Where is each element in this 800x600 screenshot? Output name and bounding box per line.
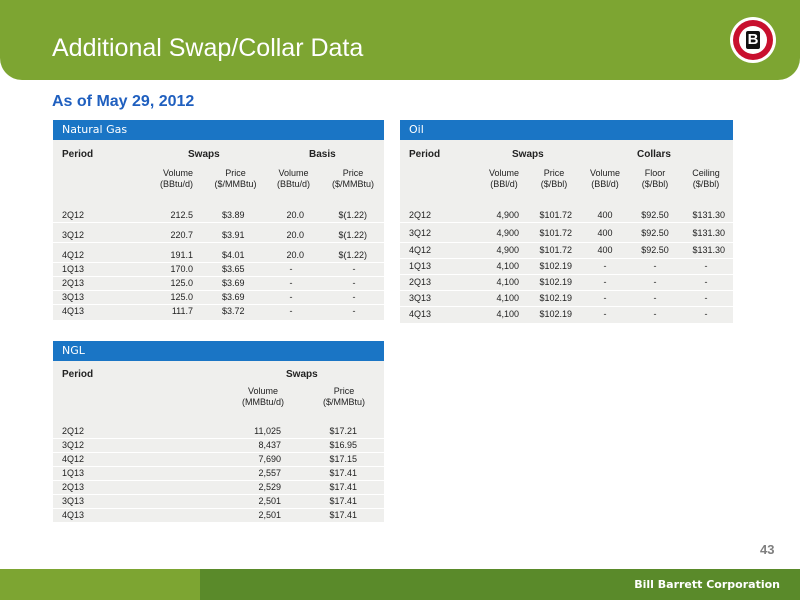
table-row-price: $17.21: [329, 426, 357, 436]
table-row-floor: -: [653, 261, 657, 271]
swap-price-label: Price: [543, 168, 565, 178]
table-row-volume: 4,100: [496, 293, 519, 303]
table-row-period: 3Q13: [62, 496, 85, 506]
table-row-volume: 4,100: [496, 309, 519, 319]
table-row-collar-volume: -: [603, 261, 607, 271]
table-row-period: 3Q13: [409, 293, 432, 303]
table-row-period: 2Q12: [62, 426, 85, 436]
table-row-volume: 7,690: [258, 454, 281, 464]
row-divider: [53, 494, 384, 495]
collar-volume-label: Volume: [589, 168, 621, 178]
row-divider: [53, 262, 384, 263]
table-row-period: 3Q13: [62, 292, 85, 302]
table-row-price: $3.69: [222, 278, 245, 288]
table-row-volume: 4,900: [496, 245, 519, 255]
row-divider: [400, 290, 733, 291]
table-row-floor: -: [653, 293, 657, 303]
table-row-volume: 111.7: [171, 306, 193, 316]
table-row-volume: 8,437: [258, 440, 281, 450]
table-row-volume: 212.5: [170, 210, 193, 220]
table-row-price: $3.69: [222, 292, 245, 302]
table-row-volume: 4,900: [496, 228, 519, 238]
table-row-price: $16.95: [329, 440, 357, 450]
table-row-basis-volume: -: [289, 264, 293, 274]
swap-price-unit: ($/MMBtu): [214, 179, 257, 189]
footer-accent: [0, 569, 200, 600]
footer-bar: [0, 569, 800, 600]
table-row-collar-volume: -: [603, 293, 607, 303]
logo-ring: [733, 20, 773, 60]
table-row-collar-volume: 400: [597, 245, 613, 255]
table-row-period: 1Q13: [62, 468, 85, 478]
swap-volume-unit: (BBtu/d): [159, 179, 193, 189]
table-row-collar-volume: 400: [597, 228, 613, 238]
table-row-basis-volume: 20.0: [286, 210, 304, 220]
table-row-volume: 4,100: [496, 261, 519, 271]
table-row-basis-price: -: [352, 278, 356, 288]
ngl-title: NGL: [53, 341, 384, 361]
table-row-period: 3Q12: [409, 228, 432, 238]
row-divider: [53, 508, 384, 509]
oil-panel: [400, 120, 733, 323]
basis-price-unit: ($/MMBtu): [331, 179, 374, 189]
table-row-price: $101.72: [539, 245, 572, 255]
table-row-volume: 220.7: [170, 230, 193, 240]
swaps-header: Swaps: [188, 149, 220, 160]
table-row-ceiling: -: [704, 309, 708, 319]
header-banner: [0, 0, 800, 80]
natural-gas-panel: [53, 120, 384, 320]
table-row-volume: 2,501: [258, 496, 281, 506]
table-row-basis-volume: -: [289, 292, 293, 302]
table-row-period: 4Q12: [62, 454, 85, 464]
table-row-volume: 4,100: [496, 277, 519, 287]
table-row-basis-price: -: [352, 306, 356, 316]
table-row-basis-price: $(1.22): [338, 210, 367, 220]
table-row-period: 2Q13: [62, 482, 85, 492]
ngl-panel: [53, 341, 384, 522]
table-row-period: 4Q12: [62, 250, 85, 260]
table-row-price: $102.19: [539, 277, 572, 287]
table-row-ceiling: $131.30: [692, 228, 725, 238]
table-row-period: 2Q12: [409, 210, 432, 220]
swap-volume-unit: (BBl/d): [490, 179, 518, 189]
swap-price-unit: ($/MMBtu): [322, 397, 365, 407]
table-row-volume: 2,557: [258, 468, 281, 478]
row-divider: [53, 452, 384, 453]
table-row-volume: 11,025: [254, 426, 281, 436]
table-row-volume: 170.0: [170, 264, 193, 274]
basis-price-label: Price: [342, 168, 364, 178]
as-of-date: As of May 29, 2012: [52, 93, 195, 110]
row-divider: [53, 438, 384, 439]
table-row-price: $102.19: [539, 293, 572, 303]
period-header: Period: [62, 149, 94, 160]
table-row-period: 4Q13: [62, 306, 85, 316]
company-name: Bill Barrett Corporation: [634, 578, 780, 591]
row-divider: [53, 222, 384, 223]
row-divider: [53, 304, 384, 305]
collars-header: Collars: [637, 149, 671, 160]
table-row-ceiling: -: [704, 277, 708, 287]
table-row-price: $17.41: [329, 496, 357, 506]
row-divider: [400, 258, 733, 259]
ceiling-label: Ceiling: [692, 168, 720, 178]
floor-label: Floor: [644, 168, 666, 178]
table-row-price: $4.01: [222, 250, 245, 260]
table-row-basis-volume: -: [289, 306, 293, 316]
period-header: Period: [62, 369, 94, 380]
table-row-period: 1Q13: [62, 264, 85, 274]
table-row-price: $102.19: [539, 261, 572, 271]
page-number: 43: [760, 542, 775, 557]
logo-letter: B: [747, 31, 759, 48]
floor-unit: ($/Bbl): [641, 179, 669, 189]
table-row-collar-volume: 400: [597, 210, 613, 220]
period-header: Period: [409, 149, 441, 160]
row-divider: [400, 222, 733, 223]
logo-inner: [739, 26, 767, 54]
row-divider: [53, 290, 384, 291]
table-row-volume: 2,529: [258, 482, 281, 492]
table-row-price: $3.91: [222, 230, 245, 240]
table-row-period: 2Q13: [409, 277, 432, 287]
row-divider: [400, 242, 733, 243]
table-row-ceiling: $131.30: [692, 210, 725, 220]
table-row-ceiling: -: [704, 261, 708, 271]
table-row-price: $17.15: [329, 454, 357, 464]
table-row-price: $102.19: [539, 309, 572, 319]
table-row-basis-volume: -: [289, 278, 293, 288]
table-row-floor: $92.50: [641, 245, 669, 255]
table-row-volume: 2,501: [258, 510, 281, 520]
table-row-collar-volume: -: [603, 309, 607, 319]
table-row-collar-volume: -: [603, 277, 607, 287]
row-divider: [53, 466, 384, 467]
table-row-basis-price: -: [352, 264, 356, 274]
table-row-price: $101.72: [539, 228, 572, 238]
table-row-period: 4Q13: [409, 309, 432, 319]
table-row-price: $101.72: [539, 210, 572, 220]
table-row-period: 3Q12: [62, 440, 85, 450]
swap-price-label: Price: [333, 386, 355, 396]
ceiling-unit: ($/Bbl): [692, 179, 720, 189]
swap-price-label: Price: [225, 168, 246, 178]
table-row-period: 4Q12: [409, 245, 432, 255]
table-row-price: $17.41: [329, 510, 357, 520]
table-row-price: $3.89: [222, 210, 245, 220]
table-row-price: $3.65: [222, 264, 245, 274]
table-row-floor: -: [653, 277, 657, 287]
swap-volume-unit: (MMBtu/d): [241, 397, 284, 407]
collar-volume-unit: (BBl/d): [591, 179, 619, 189]
table-row-basis-price: -: [352, 292, 356, 302]
basis-volume-label: Volume: [278, 168, 309, 178]
table-row-volume: 4,900: [496, 210, 519, 220]
swap-volume-label: Volume: [162, 168, 193, 178]
table-row-period: 2Q13: [62, 278, 85, 288]
table-row-period: 1Q13: [409, 261, 432, 271]
row-divider: [400, 306, 733, 307]
table-row-basis-volume: 20.0: [286, 250, 304, 260]
table-row-volume: 191.1: [170, 250, 193, 260]
natural-gas-title: Natural Gas: [53, 120, 384, 140]
table-row-price: $17.41: [329, 482, 357, 492]
table-row-volume: 125.0: [170, 278, 193, 288]
row-divider: [53, 480, 384, 481]
table-row-period: 4Q13: [62, 510, 85, 520]
table-row-basis-price: $(1.22): [338, 250, 367, 260]
table-row-basis-volume: 20.0: [286, 230, 304, 240]
table-row-floor: -: [653, 309, 657, 319]
row-divider: [53, 242, 384, 243]
swap-volume-label: Volume: [247, 386, 279, 396]
swaps-header: Swaps: [512, 149, 544, 160]
swaps-header: Swaps: [286, 369, 318, 380]
table-row-price: $3.72: [222, 306, 245, 316]
table-row-period: 2Q12: [62, 210, 85, 220]
table-row-ceiling: -: [704, 293, 708, 303]
basis-header: Basis: [309, 149, 336, 160]
swap-price-unit: ($/Bbl): [540, 179, 568, 189]
table-row-floor: $92.50: [641, 210, 669, 220]
table-row-period: 3Q12: [62, 230, 85, 240]
row-divider: [53, 276, 384, 277]
table-row-floor: $92.50: [641, 228, 669, 238]
page-title: Additional Swap/Collar Data: [52, 34, 364, 62]
table-row-basis-price: $(1.22): [338, 230, 367, 240]
basis-volume-unit: (BBtu/d): [276, 179, 310, 189]
row-divider: [400, 274, 733, 275]
table-row-price: $17.41: [329, 468, 357, 478]
swap-volume-label: Volume: [488, 168, 520, 178]
table-row-volume: 125.0: [170, 292, 193, 302]
oil-title: Oil: [400, 120, 733, 140]
company-logo: [730, 17, 776, 63]
table-row-ceiling: $131.30: [692, 245, 725, 255]
